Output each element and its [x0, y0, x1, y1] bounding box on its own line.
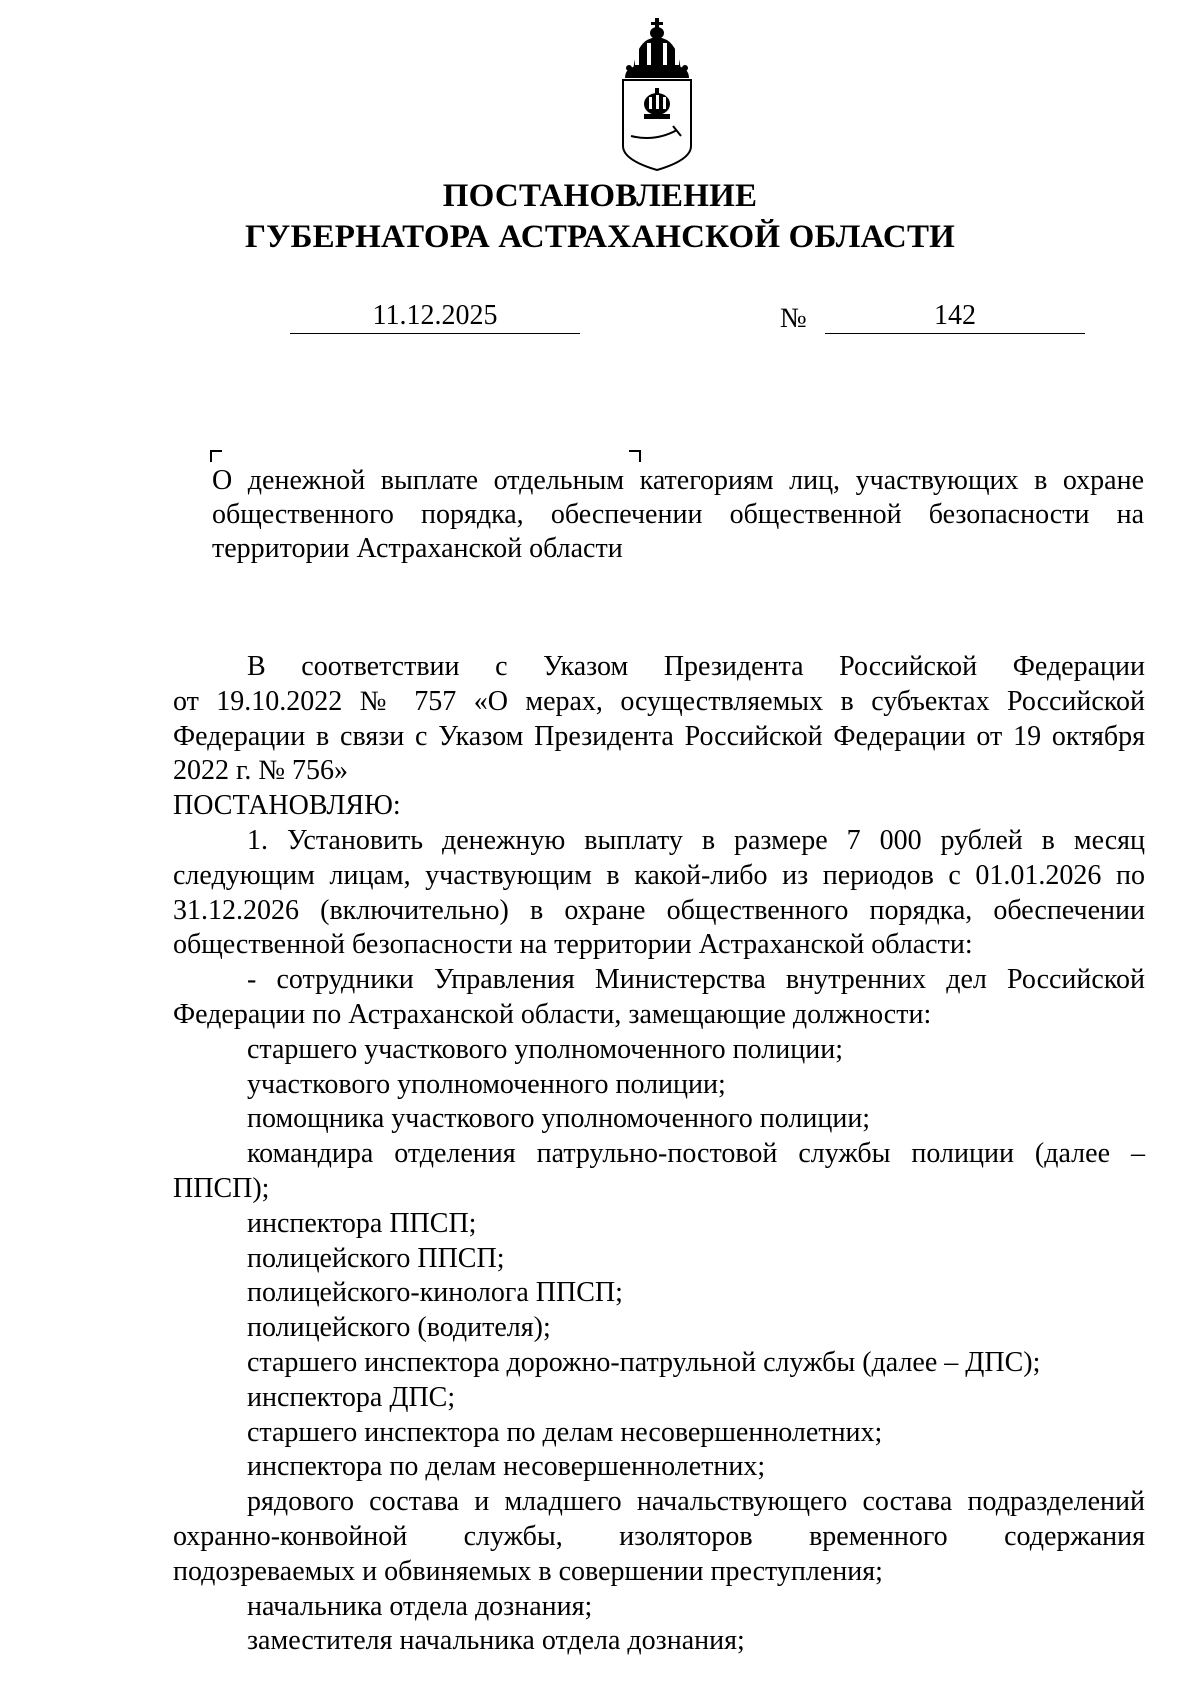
document-body — [173, 650, 1145, 1659]
body-line: 2022 г. № 756» — [173, 755, 349, 787]
body-line: следующим лицам, участвующим в какой-либо из периодов с 01.01.2026 по — [173, 859, 1145, 891]
list-item: старшего инспектора дорожно-патрульной службы (далее – ДПС); — [247, 1346, 1041, 1378]
body-line: Федерации по Астраханской области, замещающие должности: — [173, 998, 932, 1030]
list-item: помощника участкового уполномоченного полиции; — [247, 1103, 871, 1135]
document-subject — [212, 464, 1144, 566]
subject-corner-mark-right — [629, 450, 641, 462]
body-line: В соответствии с Указом Президента Российской Федерации — [247, 651, 1145, 682]
date-underline — [290, 333, 580, 334]
subject-line: территории Астраханской области — [212, 533, 623, 564]
crown-icon — [625, 18, 689, 78]
subject-corner-mark-left — [210, 450, 222, 462]
subject-line: общественного порядка, обеспечении общественной безопасности на — [212, 499, 1144, 530]
decree-keyword: ПОСТАНОВЛЯЮ: — [173, 790, 401, 822]
body-line: 1. Установить денежную выплату в размере 7 000 рублей в месяц — [247, 824, 1145, 856]
number-underline — [825, 333, 1085, 334]
body-line: общественной безопасности на территории Астраханской области: — [173, 929, 973, 961]
body-line: 31.12.2026 (включительно) в охране общественного порядка, обеспечении — [173, 894, 1145, 926]
list-item: инспектора по делам несовершеннолетних; — [247, 1451, 766, 1483]
list-item: полицейского ППСП; — [247, 1242, 505, 1274]
subject-line: О денежной выплате отдельным категориям лиц, участвующих в охране — [212, 465, 1144, 496]
list-item: начальника отдела дознания; — [247, 1590, 593, 1622]
body-line: Федерации в связи с Указом Президента Российской Федерации от 19 октября — [173, 720, 1145, 752]
body-line: - сотрудники Управления Министерства внутренних дел Российской — [247, 964, 1145, 996]
body-line: от 19.10.2022 № 757 «О мерах, осуществляемых в субъектах Российской — [173, 685, 1145, 717]
list-item: участкового уполномоченного полиции; — [247, 1068, 726, 1100]
document-title: ПОСТАНОВЛЕНИЕ — [442, 178, 758, 214]
list-item: инспектора ППСП; — [247, 1207, 477, 1239]
list-item: ППСП); — [173, 1172, 270, 1204]
document-issuer: ГУБЕРНАТОРА АСТРАХАНСКОЙ ОБЛАСТИ — [244, 219, 956, 255]
document-date: 11.12.2025 — [372, 300, 498, 331]
number-sign: № — [780, 303, 807, 334]
list-item: рядового состава и младшего начальствующего состава подразделений — [247, 1486, 1145, 1518]
list-item: охранно-конвойной службы, изоляторов временного содержания — [173, 1520, 1145, 1552]
list-item: заместителя начальника отдела дознания; — [247, 1625, 745, 1657]
document-number: 142 — [934, 300, 976, 331]
list-item: старшего инспектора по делам несовершеннолетних; — [247, 1416, 883, 1448]
list-item: старшего участкового уполномоченного полиции; — [247, 1033, 843, 1065]
list-item: инспектора ДПС; — [247, 1381, 456, 1413]
list-item: подозреваемых и обвиняемых в совершении преступления; — [173, 1555, 883, 1587]
coat-of-arms-emblem — [615, 18, 699, 172]
list-item: полицейского-кинолога ППСП; — [247, 1277, 623, 1309]
list-item: командира отделения патрульно-постовой службы полиции (далее – — [247, 1138, 1145, 1170]
list-item: полицейского (водителя); — [247, 1312, 551, 1344]
